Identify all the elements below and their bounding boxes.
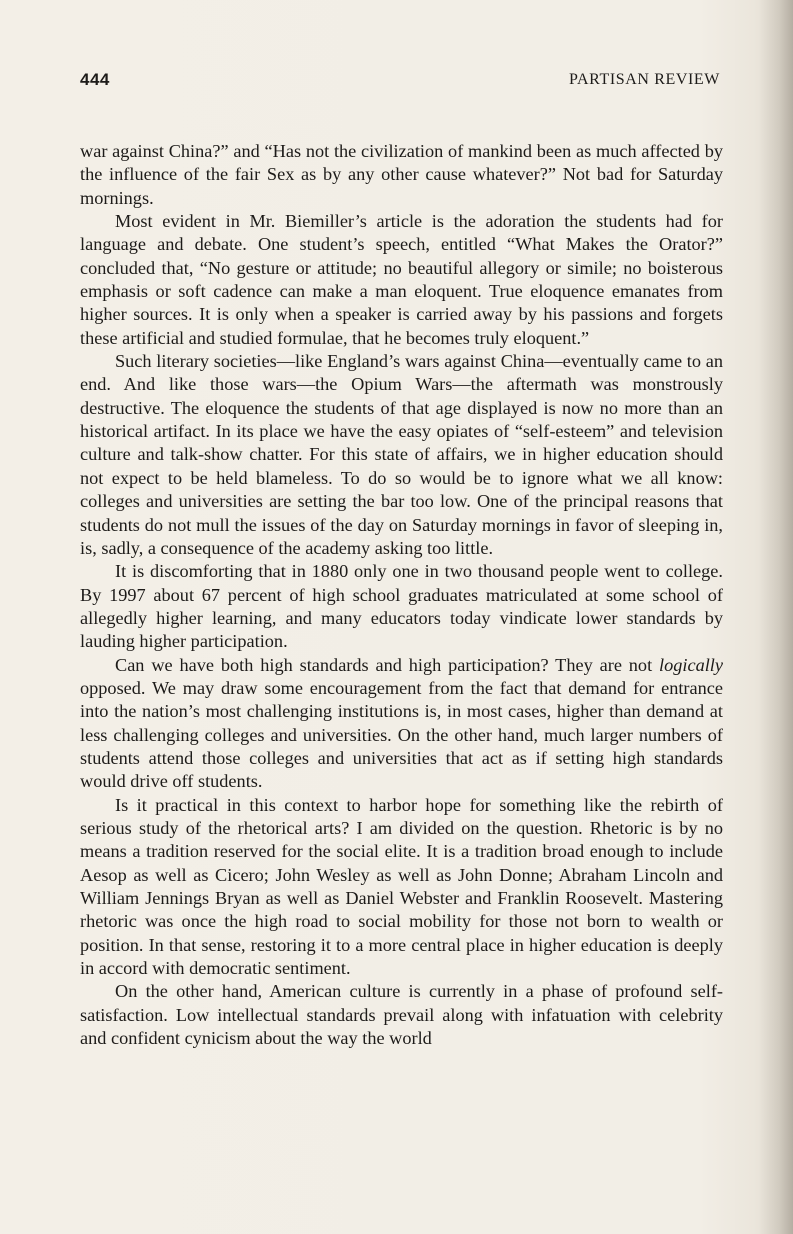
paragraph-5-end: opposed. We may draw some encouragement from the fact that demand for entrance into the nation’s most challenging institutions is, in most cases, higher than demand at less challenging colleges and universities. On the other hand, much larger numbers of students attend those colleges and universities that act as if setting high standards would drive off students. [80,677,723,792]
paragraph-2: Most evident in Mr. Biemiller’s article is the adoration the students had for language and debate. One student’s speech, entitled “What Makes the Orator?” concluded that, “No gesture or attitude; no beautiful allegory or simile; no boisterous emphasis or soft cadence can make a man eloquent. True eloquence emanates from higher sources. It is only when a speaker is carried away by his passions and forgets these artificial and studied formulae, that he becomes truly eloquent.” [80,211,723,348]
paragraph-3: Such literary societies—like England’s wars against China—eventually came to an end. And like those wars—the Opium Wars—the aftermath was monstrously destructive. The eloquence the students of that age displayed is now no more than an historical artifact. In its place we have the easy opiates of “self-esteem” and television culture and talk-show chatter. For this state of affairs, we in higher education should not expect to be held blameless. To do so would be to ignore what we all know: colleges and universities are setting the bar too low. One of the principal reasons that students do not mull the issues of the day on Saturday mornings in favor of sleeping in, is, sadly, a consequence of the academy asking too little. [80,351,723,558]
page-number: 444 [80,70,110,89]
binding-shadow [759,0,793,1234]
paragraph-5 [80,654,723,794]
italic-word: logically [659,654,723,675]
body-text [80,140,723,1050]
page-header [80,70,720,96]
paragraph-1: war against China?” and “Has not the civilization of mankind been as much affected by the influence of the fair Sex as by any other cause whatever?” Not bad for Saturday mornings. [80,141,723,208]
paragraph-6: Is it practical in this context to harbor hope for something like the rebirth of serious study of the rhetorical arts? I am divided on the question. Rhetoric is by no means a tradition reserved for the social elite. It is a tradition broad enough to include Aesop as well as Cicero; John Wesley as well as John Donne; Abraham Lincoln and William Jennings Bryan as well as Daniel Webster and Franklin Roosevelt. Mastering rhetoric was once the high road to social mobility for those not born to wealth or position. In that sense, restoring it to a more central place in higher education is deeply in accord with democratic sentiment. [80,794,723,979]
paragraph-5-start: Can we have both high standards and high participation? They are not [115,654,660,675]
paragraph-4: It is discomforting that in 1880 only one in two thousand people went to college. By 1997 about 67 percent of high school graduates matriculated at some school of allegedly higher learning, and many educators today vindicate lower standards by lauding higher participation. [80,561,723,652]
running-head: PARTISAN REVIEW [568,71,720,88]
paragraph-7: On the other hand, American culture is currently in a phase of profound self-satisfaction. Low intellectual standards prevail along with infatuation with celebrity and confident cynicism about the way the world [80,981,723,1049]
